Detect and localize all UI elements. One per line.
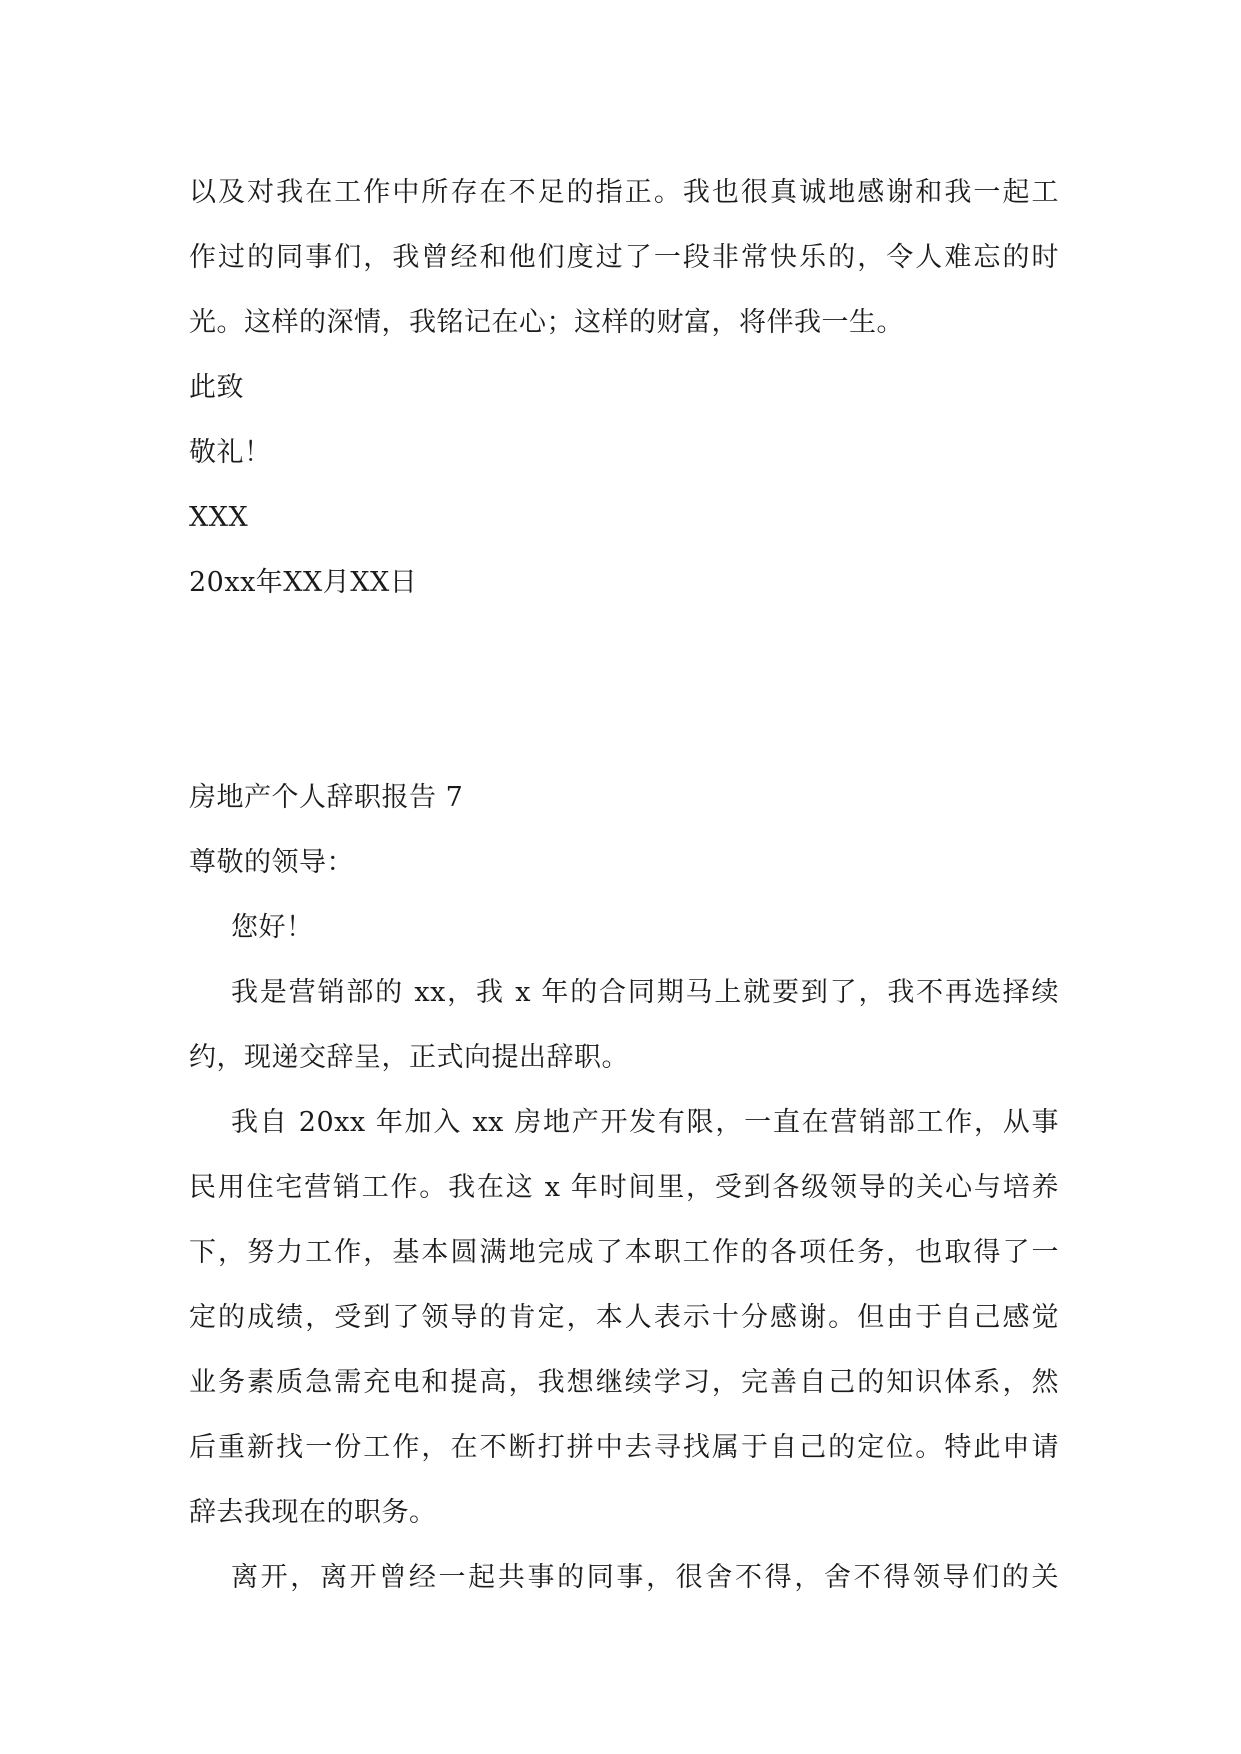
addressee-text: 尊敬的领导： — [189, 847, 354, 878]
paragraph-line: 下，努力工作，基本圆满地完成了本职工作的各项任务，也取得了一 — [189, 1237, 1059, 1268]
paragraph-line: 民用住宅营销工作。我在这 x 年时间里，受到各级领导的关心与培养 — [189, 1172, 1059, 1203]
paragraph-line: 离开，离开曾经一起共事的同事，很舍不得，舍不得领导们的关 — [231, 1562, 1059, 1593]
paragraph-line: 后重新找一份工作，在不断打拼中去寻找属于自己的定位。特此申请 — [189, 1432, 1059, 1463]
section-title: 房地产个人辞职报告 7 — [189, 782, 464, 813]
paragraph-line: 我自 20xx 年加入 xx 房地产开发有限，一直在营销部工作，从事 — [231, 1107, 1059, 1138]
body-text-line: 光。这样的深情，我铭记在心；这样的财富，将伴我一生。 — [189, 307, 904, 338]
date-text: 20xx年XX月XX日 — [189, 567, 418, 598]
paragraph-line: 我是营销部的 xx，我 x 年的合同期马上就要到了，我不再选择续 — [231, 977, 1059, 1008]
paragraph-line: 定的成绩，受到了领导的肯定，本人表示十分感谢。但由于自己感觉 — [189, 1302, 1059, 1333]
paragraph-line: 约，现递交辞呈，正式向提出辞职。 — [189, 1042, 629, 1073]
body-text-line: 作过的同事们，我曾经和他们度过了一段非常快乐的，令人难忘的时 — [189, 242, 1059, 273]
paragraph-line: 辞去我现在的职务。 — [189, 1497, 437, 1528]
salute-text: 敬礼！ — [189, 437, 272, 468]
signature-text: XXX — [189, 502, 249, 533]
body-text-line: 以及对我在工作中所存在不足的指正。我也很真诚地感谢和我一起工 — [189, 177, 1059, 208]
section-spacer — [189, 615, 1059, 765]
closing-text: 此致 — [189, 372, 244, 403]
paragraph-line: 业务素质急需充电和提高，我想继续学习，完善自己的知识体系，然 — [189, 1367, 1059, 1398]
document-page — [189, 160, 1059, 1610]
greeting-text: 您好！ — [231, 912, 314, 943]
